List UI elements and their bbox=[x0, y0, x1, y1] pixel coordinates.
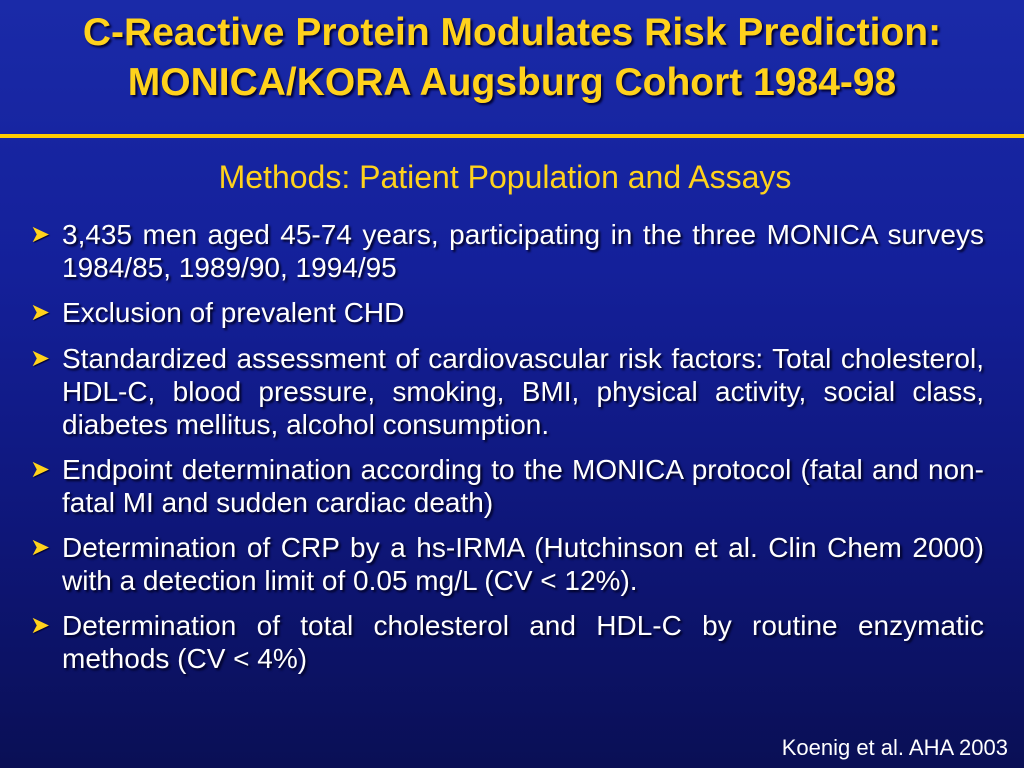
arrow-right-icon: ➤ bbox=[30, 345, 51, 372]
bullet-item bbox=[30, 342, 984, 441]
bullet-item bbox=[30, 218, 984, 284]
title-divider bbox=[0, 134, 1024, 138]
bullet-list bbox=[30, 218, 984, 687]
arrow-right-icon: ➤ bbox=[30, 221, 51, 248]
bullet-text: Determination of total cholesterol and HDL-C by routine enzymatic methods (CV < 4%) bbox=[62, 610, 984, 674]
slide-title-line-2: MONICA/KORA Augsburg Cohort 1984-98 bbox=[127, 61, 897, 104]
arrow-right-icon: ➤ bbox=[30, 612, 51, 639]
bullet-item bbox=[30, 531, 984, 597]
slide-subtitle: Methods: Patient Population and Assays bbox=[218, 159, 792, 195]
arrow-right-icon: ➤ bbox=[30, 534, 51, 561]
arrow-right-icon: ➤ bbox=[30, 456, 51, 483]
bullet-text: Endpoint determination according to the MONICA protocol (fatal and non-fatal MI and sudden cardiac death) bbox=[62, 454, 984, 518]
bullet-text: Standardized assessment of cardiovascular risk factors: Total cholesterol, HDL-C, blood pressure, smoking, BMI, physical activity, social class, diabetes mellitus, alcohol consumption. bbox=[62, 343, 984, 440]
bullet-item bbox=[30, 609, 984, 675]
slide-title-line-1: C-Reactive Protein Modulates Risk Prediction: bbox=[82, 11, 942, 54]
bullet-text: Exclusion of prevalent CHD bbox=[62, 297, 405, 328]
bullet-text: 3,435 men aged 45-74 years, participating in the three MONICA surveys 1984/85, 1989/90, 1994/95 bbox=[62, 219, 984, 283]
bullet-text: Determination of CRP by a hs-IRMA (Hutchinson et al. Clin Chem 2000) with a detection limit of 0.05 mg/L (CV < 12%). bbox=[62, 532, 984, 596]
arrow-right-icon: ➤ bbox=[30, 299, 51, 326]
citation: Koenig et al. AHA 2003 bbox=[781, 735, 1008, 760]
bullet-item bbox=[30, 296, 984, 330]
bullet-item bbox=[30, 453, 984, 519]
slide-title bbox=[0, 8, 1024, 108]
